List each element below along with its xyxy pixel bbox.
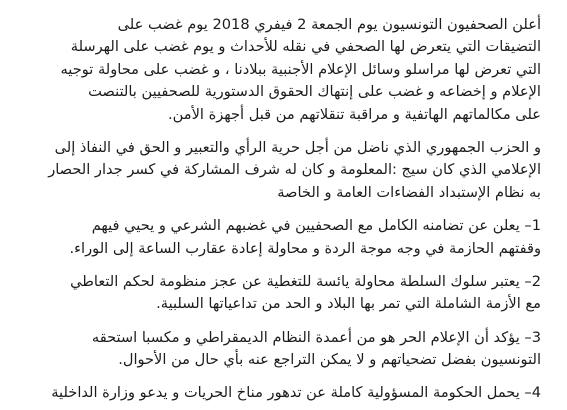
text-line: وقفتهم الحازمة في وجه موجة الردة و محاولة إعادة عقارب الساعة إلى الوراء. [69, 239, 541, 257]
text-line: الإعلام و إخضاعه و غضب على إنتهاك الحقوق الدستورية للصحفيين بالتنصت [88, 83, 541, 101]
point-3-paragraph [24, 327, 541, 372]
point-4-paragraph [24, 382, 541, 404]
text-line: 2– يعتبر سلوك السلطة محاولة يائسة للتغطية عن عجز منظومة لحكم التعاطي [70, 272, 541, 290]
text-line: 4– يحمل الحكومة المسؤولية كاملة عن تدهور مناخ الحريات و يدعو وزارة الداخلية [51, 384, 541, 402]
text-line: الإعلامي الذي كان سيج :المعلومة و كان له شرف المشاركة في كسر جدار الحصار [48, 161, 541, 179]
text-line: التضيقات التي يتعرض لها الصحفي في نقله للأحداث و يوم غضب على الهرسلة [70, 38, 541, 56]
paragraph-gap [24, 316, 541, 327]
party-paragraph [24, 137, 541, 204]
text-line: به نظام الإستبداد الفضاءات العامة و الخاصة [277, 183, 541, 201]
paragraph-gap [24, 371, 541, 382]
point-2-paragraph [24, 271, 541, 316]
paragraph-gap [24, 126, 541, 137]
text-line: على مكالماتهم الهاتفية و مراقبة تنقلاتهم من قبل أجهزة الأمن. [168, 105, 541, 123]
paragraph-gap [24, 204, 541, 215]
text-line: التي تعرض لها مراسلو وسائل الإعلام الأجنبية ببلادنا ، و غضب على محاولة توجيه [60, 60, 541, 78]
text-line: مع الأزمة الشاملة التي تمر بها البلاد و الحد من تداعياتها السلبية. [156, 295, 541, 313]
paragraph-gap [24, 260, 541, 271]
point-1-paragraph [24, 215, 541, 260]
text-line: 3– يؤكد أن الإعلام الحر هو من أعمدة النظام الديمقراطي و مكسبا استحقه [91, 328, 541, 346]
text-line: 1– يعلن عن تضامنه الكامل مع الصحفيين في غضبهم الشرعي و يحيي فيهم [91, 217, 541, 235]
intro-paragraph [24, 14, 541, 126]
text-line: التونسيون بفضل تضحياتهم و لا يمكن التراجع عنه بأي حال من الأحوال. [118, 351, 541, 369]
text-line: و الحزب الجمهوري الذي ناضل من أجل حرية الرأي والتعبير و الحق في النفاذ إلى [54, 138, 541, 156]
text-line: أعلن الصحفيون التونسيون يوم الجمعة 2 فيفري 2018 يوم غضب على [117, 16, 541, 33]
